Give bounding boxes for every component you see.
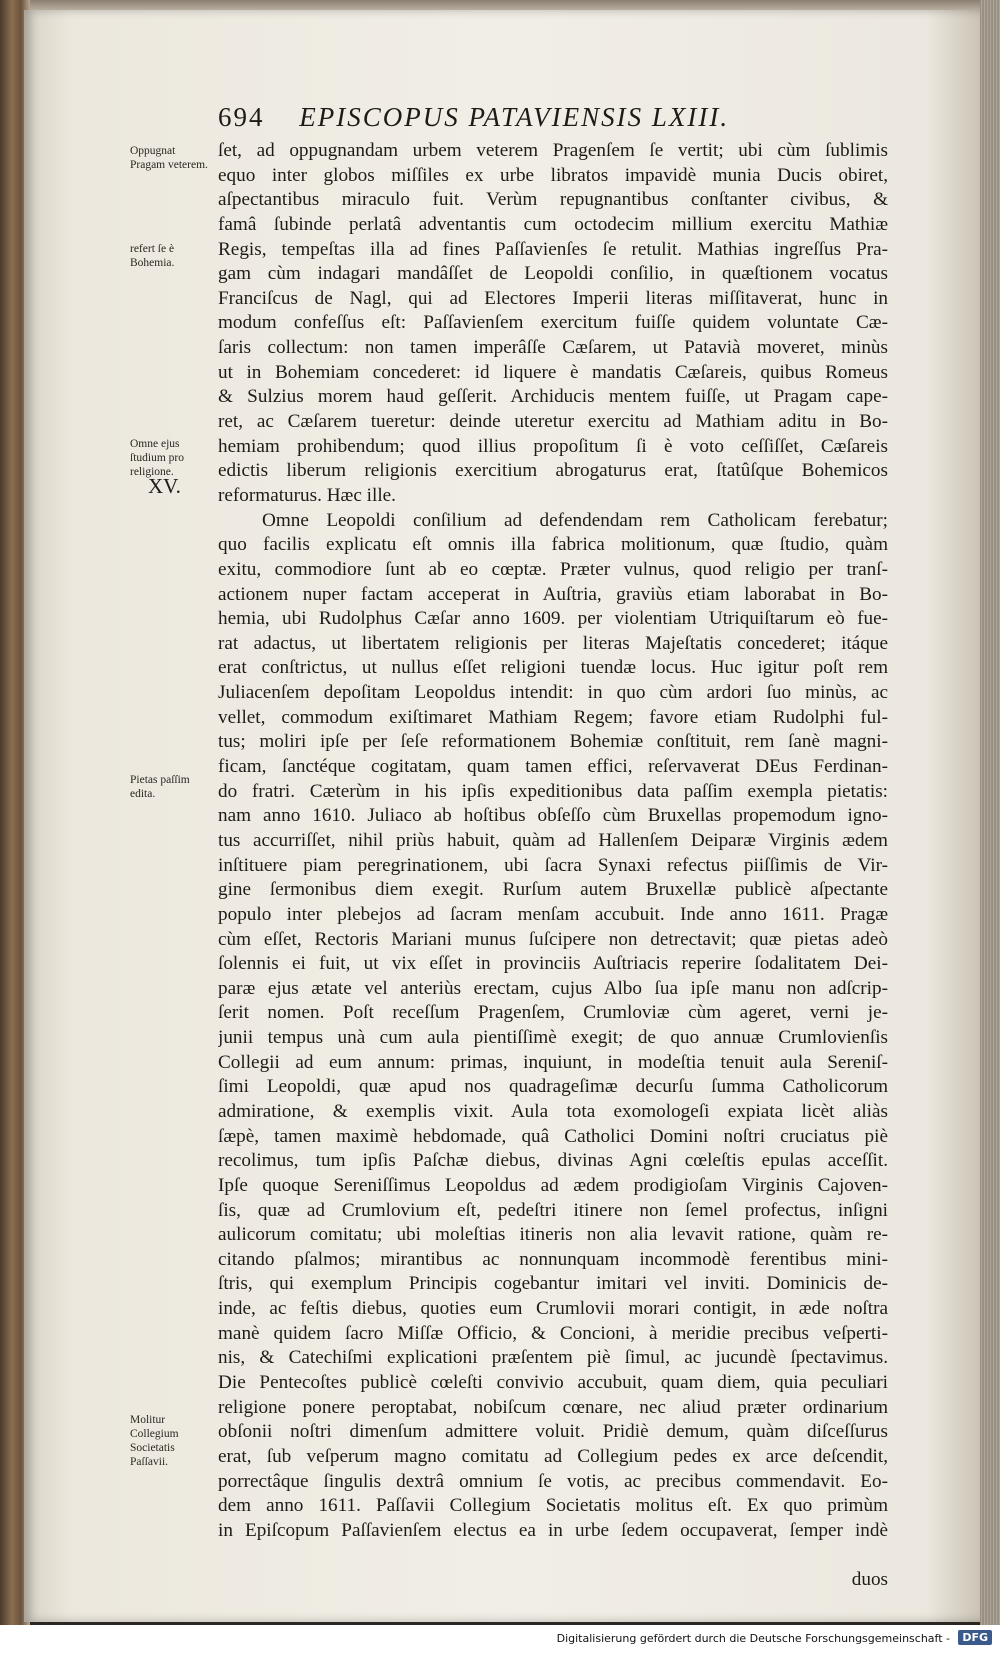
text-line: edictis liberum religionis exercitium abrogaturus erat, ſtatûſque Bohemicos <box>218 460 888 482</box>
text-line: nam anno 1610. Juliaco ab hoſtibus obſeſſo cùm Bruxellas propemodum igno- <box>218 805 888 827</box>
text-line: reformaturus. Hæc ille. <box>218 484 396 506</box>
text-line: modum confeſſus eſt: Paſſavienſem exercitum fuiſſe quidem voluntate Cæ- <box>218 312 888 334</box>
text-line: do fratri. Cæterùm in his ipſis expeditionibus data paſſim exempla pietatis: <box>218 780 888 802</box>
text-line: vellet, commodum exiſtimaret Mathiam Regem; favore etiam Rudolphi ful- <box>218 706 888 728</box>
text-line <box>218 1544 888 1569</box>
text-line: admiratione, & exemplis vixit. Aula tota exomologeſi expiata licèt aliàs <box>218 1100 888 1122</box>
text-line: tus; moliri ipſe per ſeſe reformationem Bohemiæ conſtituit, rem ſanè magni- <box>218 731 888 753</box>
text-line: Omne Leopoldi conſilium ad defendendam rem Catholicam ferebatur; <box>262 509 888 531</box>
margin-note: refert ſe è Bohemia. <box>130 243 175 269</box>
text-line: rat adactus, ut libertatem religionis per literas Majeſtatis concederet; itáque <box>218 632 888 654</box>
dfg-logo: DFG <box>958 1630 992 1645</box>
text-line: & Sulzius morem haud geſſerit. Archiducis mentem fuiſſe, ut Pragam cape- <box>218 386 888 408</box>
text-line: cùm eſſet, Rectoris Mariani munus ſuſcipere non detrectavit; quæ pietas adeò <box>218 928 888 950</box>
text-line: ſæpè, tamen maximè hebdomade, quâ Catholici Domini noſtri cruciatus piè <box>218 1125 888 1147</box>
text-line: aulicorum comitatu; ubi moleſtias itineris non alia levavit ratione, quàm re- <box>218 1224 888 1246</box>
text-line: ret, ac Cæſarem tueretur: deinde uteretur exercitu ad Mathiam aditu in Bo- <box>218 411 888 433</box>
footer-credit: Digitalisierung gefördert durch die Deutsche Forschungsgemeinschaft - <box>556 1632 950 1645</box>
text-line: obſonii noſtri dimenſum admittere voluit. Pridiè demum, quàm diſceſſurus <box>218 1421 888 1443</box>
body-text <box>218 139 888 1593</box>
text-line: ſerit nomen. Poſt receſſum Pragenſem, Crumloviæ cùm ageret, verni je- <box>218 1002 888 1024</box>
text-line: junii tempus unà cum aula pientiſſimè exegit; de quo annuæ Crumlovienſis <box>218 1027 888 1049</box>
text-line: erat conſtrictus, ut nullus eſſet religioni tuendæ locus. Huc igitur poſt rem <box>218 657 888 679</box>
running-title: EPISCOPUS PATAVIENSIS LXIII. <box>299 102 730 132</box>
margin-note: Omne ejus ſtudium pro religione. <box>130 438 184 478</box>
text-line: Juliacenſem depoſitam Leopoldus intendit: in quo cùm ardori ſuo minùs, ac <box>218 682 888 704</box>
text-line: equo inter globos miſſiles ex urbe libratos impavidè munia Ducis obiret, <box>218 164 888 186</box>
text-line: Die Pentecoſtes publicè cœleſti convivio accubuit, quam diem, quia peculiari <box>218 1372 888 1394</box>
text-line: in Epiſcopum Paſſavienſem electus ea in urbe ſedem occupaverat, ſemper indè <box>218 1519 888 1541</box>
text-line: ſis, quæ ad Crumlovium eſt, pedeſtri itinere non ſemel profectus, inſigni <box>218 1199 888 1221</box>
text-line: hemiam prohibendum; quod illius propoſitum ſi è voto ceſſiſſet, Cæſareis <box>218 435 888 457</box>
text-line: ficam, ſanctéque cogitatam, quam tamen effici, reſervaverat DEus Ferdinan- <box>218 756 888 778</box>
text-line: ut in Bohemiam concederet: id liquere è mandatis Cæſareis, quibus Romeus <box>218 361 888 383</box>
text-line: famâ ſubinde perlatâ adventantis cum octodecim millium exercitu Mathiæ <box>218 213 888 235</box>
text-line: Franciſcus de Nagl, qui ad Electores Imperii literas miſſitaverat, hunc in <box>218 287 888 309</box>
text-line: exitu, commodiore ſunt ab eo cœptæ. Præter vulnus, quod religio per tranſ- <box>218 558 888 580</box>
text-line: Ipſe quoque Sereniſſimus Leopoldus ad ædem prodigioſam Virginis Cajoven- <box>218 1174 888 1196</box>
margin-note: Oppugnat Pragam veterem. <box>130 145 208 171</box>
digitization-footer <box>0 1625 1000 1653</box>
text-line: tus accurriſſet, nihil priùs habuit, quàm ad Hallenſem Deiparæ Virginis ædem <box>218 829 888 851</box>
page-number: 694 <box>218 102 265 132</box>
text-line: actionem nuper factam acceperat in Auſtria, graviùs etiam laborabat in Bo- <box>218 583 888 605</box>
text-line: paræ ejus ætate vel anteriùs erectam, cujus Albo ſua ipſe manu non adſcrip- <box>218 977 888 999</box>
page-stack-edge <box>980 0 1000 1630</box>
text-line: nis, & Catechiſmi explicationi præſentem piè ſimul, ac jucundè ſpectavimus. <box>218 1347 888 1369</box>
margin-note: Pietas paſſim edita. <box>130 774 190 800</box>
text-line: gam cùm indagari mandâſſet de Leopoldi conſilio, in quæſtionem vocatus <box>218 263 888 285</box>
text-line: inde, ac feſtis diebus, quoties eum Crumlovii morari contigit, in æde noſtra <box>218 1298 888 1320</box>
text-line: recolimus, tum ipſis Paſchæ diebus, divinas Agni cœleſtis epulas acceſſit. <box>218 1150 888 1172</box>
section-number: XV. <box>148 474 181 498</box>
text-line: religione ponere peroptabat, nobiſcum cœnare, nec aliud præter ordinarium <box>218 1396 888 1418</box>
text-line: aſpectantibus miraculo fuit. Verùm repugnantibus conſtanter civibus, & <box>218 189 888 211</box>
text-line: populo inter plebejos ad ſacram menſam accubuit. Inde anno 1611. Pragæ <box>218 903 888 925</box>
margin-note: Molitur Collegium Societatis Paſſavii. <box>130 1414 179 1468</box>
text-line: ſtris, qui exemplum Principis cogebantur imitari vel inviti. Dominicis de- <box>218 1273 888 1295</box>
text-line: Regis, tempeſtas illa ad fines Paſſavienſes ſe retulit. Mathias ingreſſus Pra- <box>218 238 888 260</box>
text-line: citando pſalmos; mirantibus ac nonnunquam incommodè ferentibus mini- <box>218 1248 888 1270</box>
text-line: gine ſermonibus diem exegit. Rurſum autem Bruxellæ publicè aſpectante <box>218 879 888 901</box>
text-line: porrectâque ſingulis dextrâ omnium ſe votis, ac precibus commendavit. Eo- <box>218 1470 888 1492</box>
catchword: duos <box>851 1569 888 1591</box>
running-header <box>218 102 798 138</box>
text-line: quo facilis explicatu eſt omnis illa fabrica molitionum, quæ ſtudio, quàm <box>218 534 888 556</box>
text-line: ſimi Leopoldi, quæ apud nos quadrageſimæ decurſu ſumma Catholicorum <box>218 1076 888 1098</box>
text-line: ſet, ad oppugnandam urbem veterem Pragenſem ſe vertit; ubi cùm ſublimis <box>218 140 888 161</box>
text-line: dem anno 1611. Paſſavii Collegium Societatis molitus eſt. Ex quo primùm <box>218 1495 888 1517</box>
text-line: hemia, ubi Rudolphus Cæſar anno 1609. per violentiam Utriquiſtarum eò fue- <box>218 608 888 630</box>
text-line: ſaris collectum: non tamen imperâſſe Cæſarem, ut Patavià moveret, minùs <box>218 337 888 359</box>
text-line: manè quidem ſacro Miſſæ Officio, & Concioni, à meridie precibus veſperti- <box>218 1322 888 1344</box>
text-line: erat, ſub veſperum magno comitatu ad Collegium pedes ex arce deſcendit, <box>218 1445 888 1467</box>
text-line: ſolennis ei fuit, ut vix eſſet in provinciis Auſtriacis reperire ſodalitatem Dei- <box>218 953 888 975</box>
text-line: Collegii ad eum annum: primas, inquiunt, in modeſtia tenuit aula Sereniſ- <box>218 1051 888 1073</box>
text-line: inſtituere piam peregrinationem, ubi ſacra Synaxi refectus piiſſimis de Vir- <box>218 854 888 876</box>
